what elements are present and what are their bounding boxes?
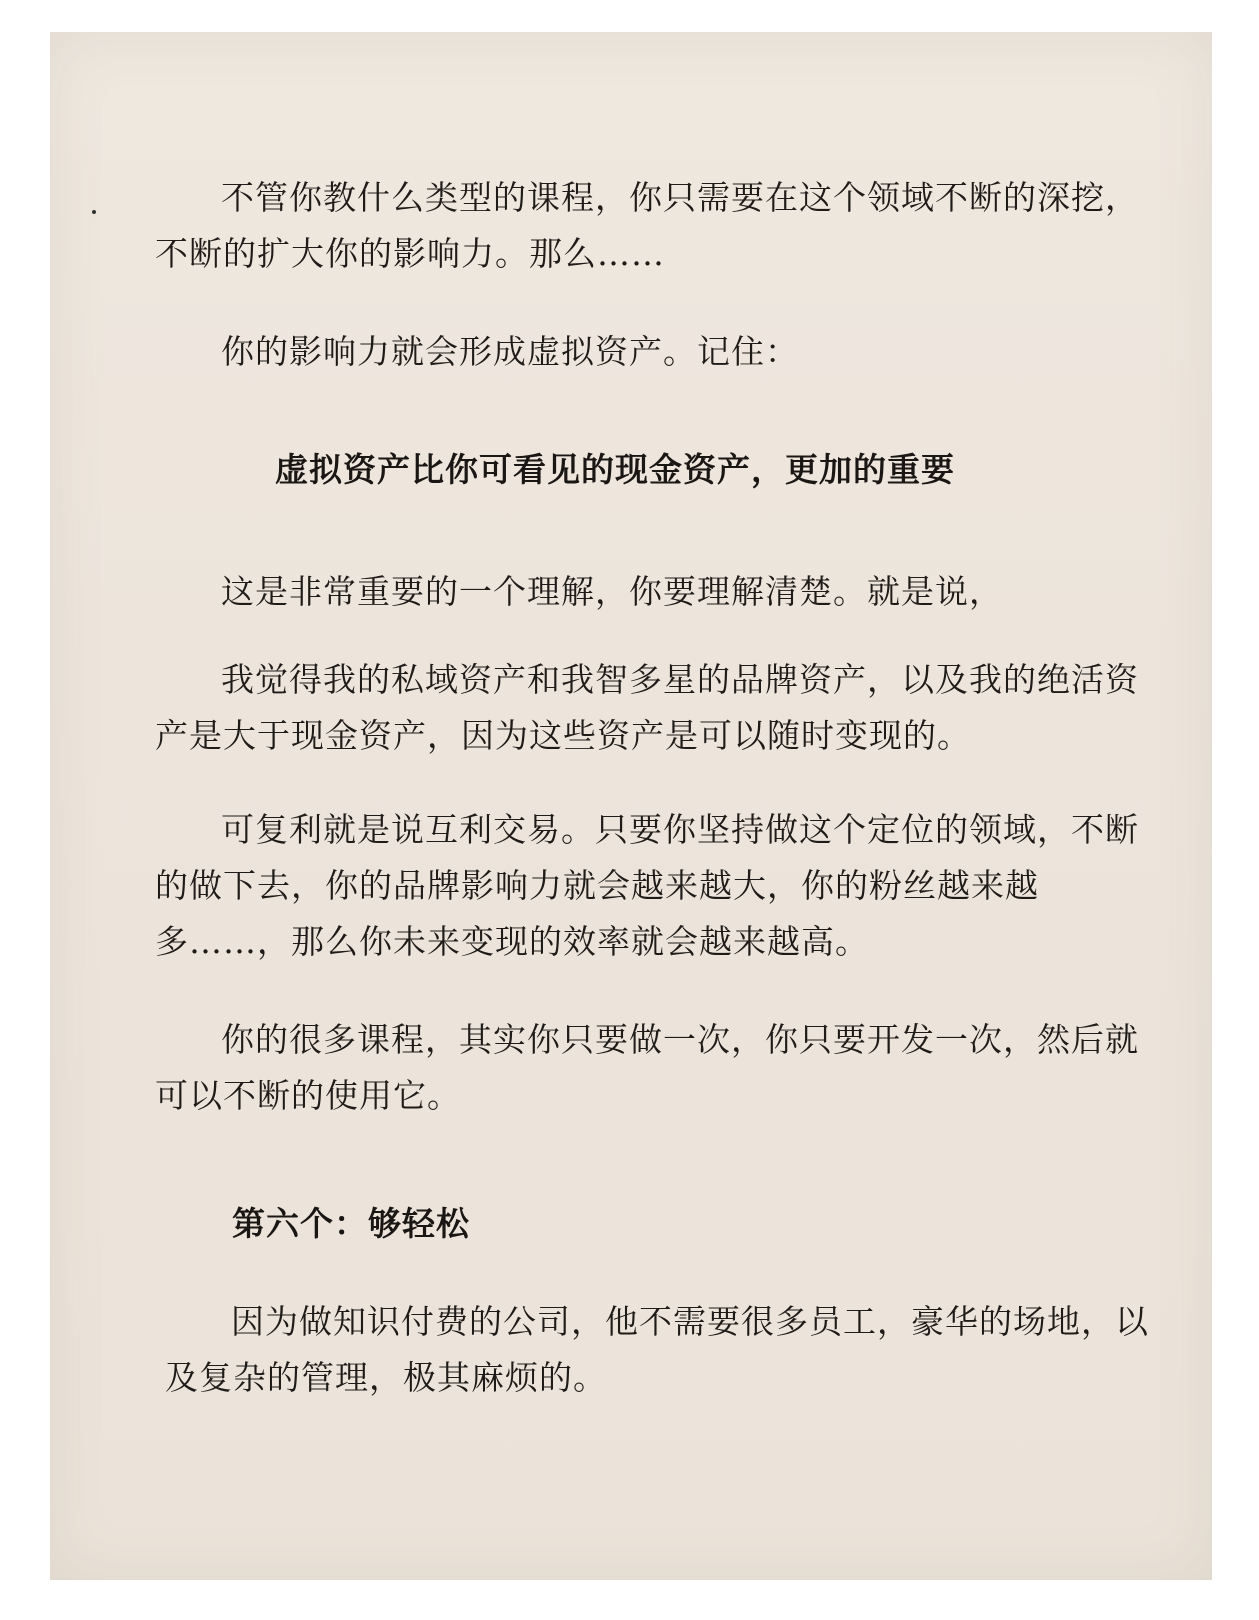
book-page (50, 32, 1212, 1580)
paragraph-1: 不管你教什么类型的课程，你只需要在这个领域不断的深挖，不断的扩大你的影响力。那么…… (155, 178, 1139, 273)
paragraph-block-4 (155, 652, 1162, 764)
paragraph-block-2 (155, 324, 1162, 380)
paragraph-block-6 (155, 1012, 1162, 1124)
stray-dot-mark (92, 210, 96, 214)
paragraph-4: 我觉得我的私域资产和我智多星的品牌资产，以及我的绝活资产是大于现金资产，因为这些资产是可以随时变现的。 (155, 660, 1139, 755)
paragraph-6: 你的很多课程，其实你只要做一次，你只要开发一次，然后就可以不断的使用它。 (155, 1020, 1139, 1115)
paragraph-block-5 (155, 802, 1162, 970)
emphasis-statement: 虚拟资产比你可看见的现金资产，更加的重要 (275, 450, 955, 489)
paragraph-block-3 (155, 564, 1162, 620)
paragraph-block-1 (155, 170, 1162, 282)
section-heading: 第六个：够轻松 (232, 1204, 470, 1243)
paragraph-block-7 (165, 1294, 1162, 1406)
paragraph-5: 可复利就是说互利交易。只要你坚持做这个定位的领域，不断的做下去，你的品牌影响力就会越来越大，你的粉丝越来越多……，那么你未来变现的效率就会越来越高。 (155, 810, 1139, 961)
paragraph-2: 你的影响力就会形成虚拟资产。记住： (221, 332, 799, 371)
paragraph-3: 这是非常重要的一个理解，你要理解清楚。就是说， (221, 572, 1003, 611)
paragraph-7: 因为做知识付费的公司，他不需要很多员工，豪华的场地，以及复杂的管理，极其麻烦的。 (165, 1302, 1149, 1397)
